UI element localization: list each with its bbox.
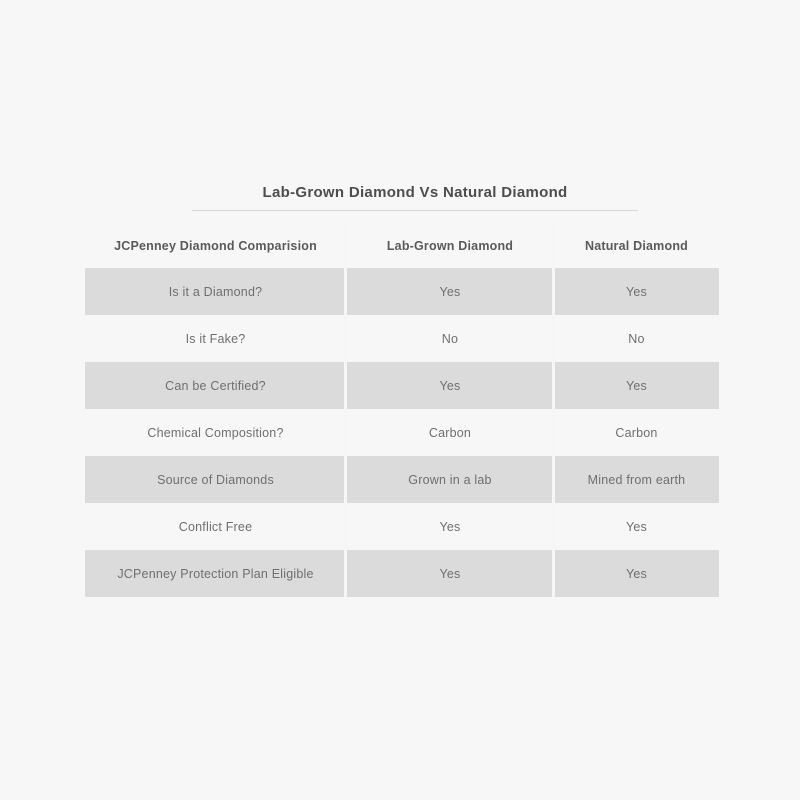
column-divider <box>344 223 347 597</box>
header-comparison-column: JCPenney Diamond Comparision <box>114 238 317 253</box>
table-row <box>85 503 719 550</box>
row-natural-value: Mined from earth <box>587 472 686 487</box>
page-title-block <box>192 184 638 211</box>
row-natural-value: Yes <box>626 284 647 299</box>
table-row <box>85 362 719 409</box>
row-lab-grown-value: Yes <box>439 519 461 534</box>
table-row <box>85 409 719 456</box>
table-row <box>85 550 719 597</box>
table-header-row <box>85 223 719 268</box>
row-feature-label: Can be Certified? <box>165 378 266 393</box>
row-lab-grown-value: Carbon <box>428 425 472 440</box>
row-natural-value: Yes <box>626 378 647 393</box>
row-natural-value: No <box>628 331 645 346</box>
row-feature-label: Source of Diamonds <box>157 472 274 487</box>
table-row <box>85 315 719 362</box>
row-feature-label: Is it a Diamond? <box>168 284 263 299</box>
row-natural-value: Carbon <box>615 425 658 440</box>
row-lab-grown-value: No <box>441 331 459 346</box>
row-lab-grown-value: Yes <box>439 284 461 299</box>
table-row <box>85 268 719 315</box>
row-feature-label: Conflict Free <box>178 519 253 534</box>
row-feature-label: JCPenney Protection Plan Eligible <box>117 566 314 581</box>
row-feature-label: Chemical Composition? <box>147 425 284 440</box>
row-feature-label: Is it Fake? <box>185 331 246 346</box>
row-lab-grown-value: Grown in a lab <box>408 472 492 487</box>
table-row <box>85 456 719 503</box>
row-natural-value: Yes <box>626 519 647 534</box>
comparison-table <box>85 223 719 597</box>
header-natural-column: Natural Diamond <box>584 238 688 253</box>
row-lab-grown-value: Yes <box>439 566 461 581</box>
row-natural-value: Yes <box>626 566 647 581</box>
page-title: Lab-Grown Diamond Vs Natural Diamond <box>192 184 638 211</box>
header-lab-grown-column: Lab-Grown Diamond <box>386 238 514 253</box>
column-divider <box>552 223 555 597</box>
row-lab-grown-value: Yes <box>439 378 461 393</box>
